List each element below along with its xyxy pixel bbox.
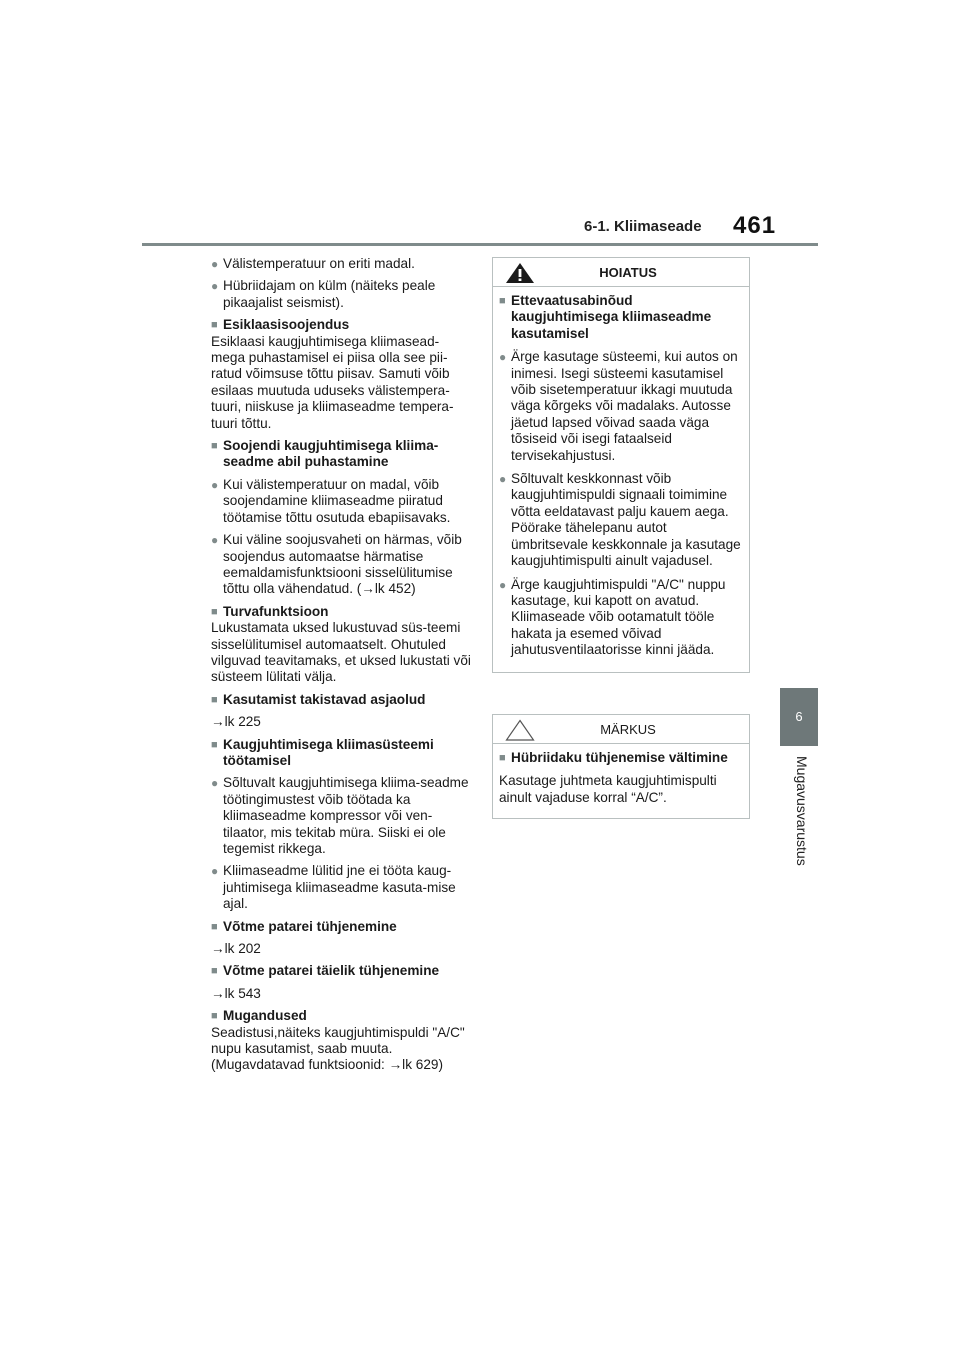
section-heading: ■ Esiklaasisoojendus: [211, 317, 350, 333]
page-reference[interactable]: →lk 543: [211, 985, 261, 1001]
list-item: ● Kliimaseadme lülitid jne ei tööta kaug-juhtimisega kliimaseadme kasuta-mise ajal.: [211, 863, 456, 912]
list-item: ● Kui välistemperatuur on madal, võib soojendamine kliimaseadme piiratud töötamise tõttu osutuda ebapiisavaks.: [211, 476, 451, 525]
square-bullet-icon: ■: [211, 319, 218, 332]
page-reference[interactable]: →lk 225: [211, 714, 261, 730]
square-bullet-icon: ■: [211, 693, 218, 706]
warning-title: HOIATUS: [599, 264, 657, 280]
section-heading: ■ Turvafunktsioon: [211, 603, 329, 619]
square-bullet-icon: ■: [211, 440, 218, 453]
left-column: [211, 256, 471, 1080]
list-item: ● Välistemperatuur on eriti madal.: [211, 256, 415, 271]
notice-box: [492, 714, 750, 819]
list-item: ● Hübriidajam on külm (näiteks peale pikaajalist seismist).: [211, 278, 436, 310]
header-divider: [142, 243, 818, 246]
bullet-icon: ●: [499, 472, 507, 487]
bullet-icon: ●: [211, 533, 219, 548]
warning-header: [493, 258, 749, 287]
notice-heading: ■ Hübriidaku tühjenemise vältimine: [499, 750, 728, 765]
square-bullet-icon: ■: [211, 738, 218, 751]
paragraph: Lukustamata uksed lukustuvad süs-teemi sisselülitumisel automaatselt. Ohutuled vilguvad teavitamaks, et uksed lukustati või süsteem lülitati välja.: [211, 620, 471, 685]
section-heading: ■ Kasutamist takistavad asjaolud: [211, 691, 426, 707]
list-item: ● Sõltuvalt kaugjuhtimisega kliima-seadme töötingimustest võib töötada ka kliimaseadme kompressor või ven-tilaator, mis tekitab müra. Siiski ei ole tegemist rikkega.: [211, 775, 469, 856]
section-heading: ■ Mugandused: [211, 1008, 307, 1024]
caution-triangle-icon: [505, 719, 535, 741]
list-item: ● Ärge kaugjuhtimispuldi "A/C" nuppu kasutage, kui kapott on avatud. Kliimaseade võib ootamatult tööle hakata ja esemed võivad jahutusventilaatorisse kinni jääda.: [499, 576, 726, 658]
chapter-tab: 6: [780, 688, 818, 746]
paragraph: Esiklaasi kaugjuhtimisega kliimasead-mega puhastamisel ei piisa olla see pii-ratud võimsuse tõttu piisav. Samuti võib esilaas muutuda uduseks välistempera-tuuri, niiskuse ja kliimaseadme tempera-tuuri tõttu.: [211, 333, 454, 431]
warning-box: [492, 257, 750, 673]
section-heading: ■ Võtme patarei täielik tühjenemine: [211, 963, 440, 979]
bullet-icon: ●: [211, 257, 219, 271]
page-reference[interactable]: →lk 202: [211, 941, 261, 957]
list-item: ● Sõltuvalt keskkonnast võib kaugjuhtimispuldi signaali toimimine võtta eeldatavast palju kauem aega. Pöörake tähelepanu autot ümbritsevale keskkonnale ja kasutage kaugjuhtimispulti ainult vajadusel.: [499, 471, 741, 569]
section-title: 6-1. Kliimaseade: [584, 218, 702, 235]
bullet-icon: ●: [499, 350, 507, 365]
notice-header: [493, 715, 749, 744]
square-bullet-icon: ■: [211, 605, 218, 618]
notice-body: [493, 744, 749, 818]
list-item: ● Ärge kasutage süsteemi, kui autos on inimesi. Isegi süsteemi kasutamisel võib sisetemperatuur ikkagi muutuda väga kõrgeks või madalaks. Autosse jäetud lapsed võivad saada väga tõsiseid või isegi fataalseid tervisekahjustusi.: [499, 349, 738, 463]
bullet-icon: ●: [211, 279, 219, 294]
section-heading: ■ Võtme patarei tühjenemine: [211, 918, 397, 934]
paragraph: Seadistusi,näiteks kaugjuhtimispuldi "A/C" nupu kasutamist, saab muuta. (Mugavdatavad funktsioonid: →lk 629): [211, 1024, 465, 1073]
square-bullet-icon: ■: [211, 965, 218, 978]
bullet-icon: ●: [211, 477, 219, 492]
paragraph: Kasutage juhtmeta kaugjuhtimispulti ainult vajaduse korral “A/C”.: [499, 773, 717, 805]
bullet-icon: ●: [499, 577, 507, 592]
page-number: 461: [733, 212, 777, 239]
section-heading: ■ Soojendi kaugjuhtimisega kliima-seadme abil puhastamine: [211, 438, 439, 470]
bullet-icon: ●: [211, 776, 219, 791]
square-bullet-icon: ■: [499, 752, 506, 764]
warning-heading: ■ Ettevaatusabinõud kaugjuhtimisega kliimaseadme kasutamisel: [499, 293, 712, 341]
warning-triangle-icon: [505, 262, 535, 284]
list-item: ● Kui väline soojusvaheti on härmas, võib soojendus automaatse härmatise eemaldamisfunktsiooni sisselülitumise tõttu olla vähendatud. (→lk 452): [211, 532, 462, 597]
chapter-label: Mugavusvarustus: [794, 756, 810, 866]
square-bullet-icon: ■: [499, 295, 506, 307]
square-bullet-icon: ■: [211, 920, 218, 933]
square-bullet-icon: ■: [211, 1010, 218, 1023]
notice-title: MÄRKUS: [600, 721, 656, 737]
bullet-icon: ●: [211, 864, 219, 879]
section-heading: ■ Kaugjuhtimisega kliimasüsteemi töötamisel: [211, 736, 434, 768]
warning-body: [493, 287, 749, 672]
